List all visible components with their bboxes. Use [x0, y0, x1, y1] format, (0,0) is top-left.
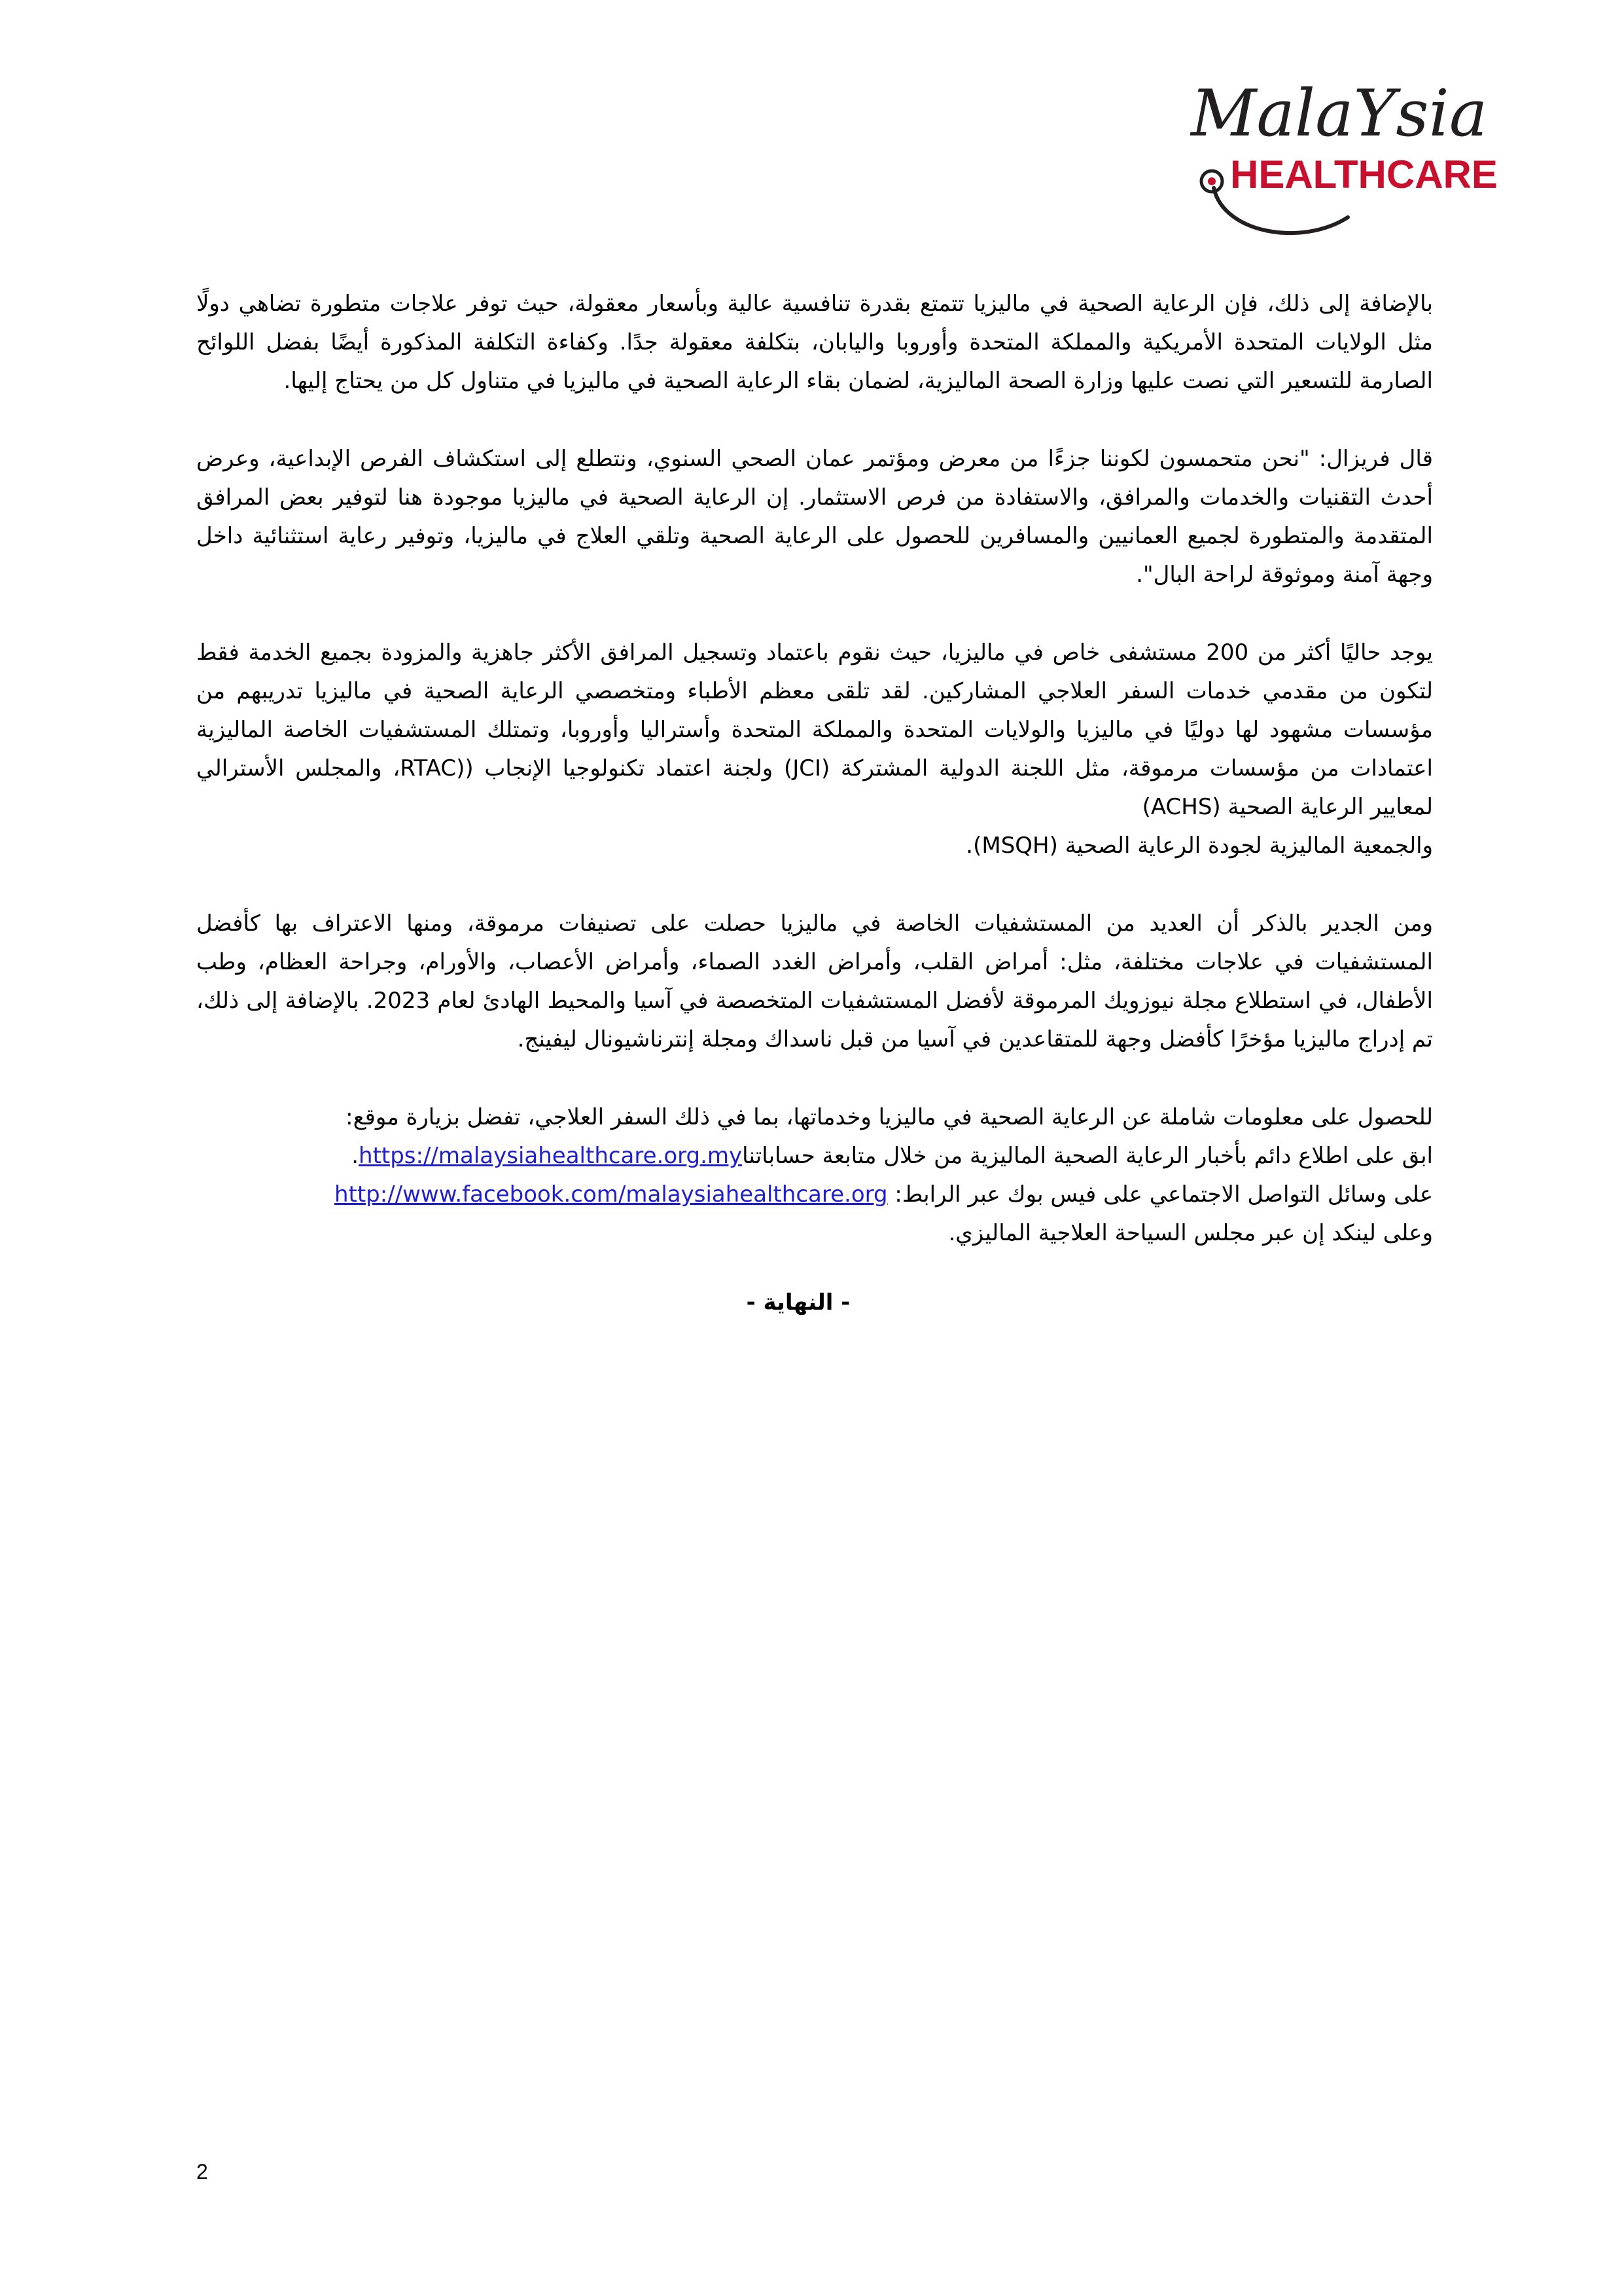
logo-wordmark-script: MalaYsia: [1191, 77, 1488, 151]
paragraph-rankings: ومن الجدير بالذكر أن العديد من المستشفيات الخاصة في ماليزيا حصلت على تصنيفات مرموقة، ومنها الاعتراف بها كأفضل المستشفيات في علاجات مختلفة، مثل: أمراض القلب، وأمراض الغدد الصماء، وأمراض الأعصاب، والأورام، وجراحة العظام، وطب الأطفال، في استطلاع مجلة نيوزويك المرموقة لأفضل المستشفيات المتخصصة في آسيا والمحيط الهادئ لعام 2023. بالإضافة إلى ذلك، تم إدراج ماليزيا مؤخرًا كأفضل وجهة للمتقاعدين في آسيا من قبل ناسداك ومجلة إنترناشيونال ليفينج.: [196, 910, 1433, 1052]
follow-text: ابق على اطلاع دائم بأخبار الرعاية الصحية الماليزية من خلال متابعة حساباتنا: [742, 1143, 1433, 1169]
website-link[interactable]: https://malaysiahealthcare.org.my: [359, 1143, 743, 1169]
facebook-intro-text: على وسائل التواصل الاجتماعي على فيس بوك عبر الرابط:: [894, 1181, 1433, 1208]
malaysia-healthcare-logo: [1152, 73, 1498, 243]
page-number: 2: [196, 2160, 208, 2183]
document-body: [196, 285, 1433, 1253]
paragraph-hospitals: يوجد حاليًا أكثر من 200 مستشفى خاص في ماليزيا، حيث نقوم باعتماد وتسجيل المرافق الأكثر جاهزية والمزودة بجميع الخدمة فقط لتكون من مقدمي خدمات السفر العلاجي المشاركين. لقد تلقى معظم الأطباء ومتخصصي الرعاية الصحية في ماليزيا تدريبهم من مؤسسات مشهود لها دوليًا في ماليزيا والولايات المتحدة والمملكة المتحدة وأستراليا وأوروبا، وتمتلك المستشفيات الخاصة الماليزية اعتمادات من مؤسسات مرموقة، مثل اللجنة الدولية المشتركة (JCI) ولجنة اعتماد تكنولوجيا الإنجاب ((RTAC، والمجلس الأسترالي لمعايير الرعاية الصحية (ACHS): [196, 639, 1433, 820]
logo-wordmark-healthcare: HEALTHCARE: [1230, 152, 1498, 196]
facebook-link[interactable]: http://www.facebook.com/malaysiahealthcare.org: [334, 1181, 888, 1208]
contact-line-facebook: [196, 1175, 1433, 1214]
contact-line-follow: [196, 1137, 1433, 1175]
end-marker: - النهاية -: [746, 1289, 851, 1316]
contact-line-linkedin: وعلى لينكد إن عبر مجلس السياحة العلاجية الماليزي.: [948, 1220, 1433, 1246]
paragraph-msqh: والجمعية الماليزية لجودة الرعاية الصحية (MSQH).: [966, 833, 1433, 859]
contact-line-website-intro: للحصول على معلومات شاملة عن الرعاية الصحية في ماليزيا وخدماتها، بما في ذلك السفر العلاجي، تفضل بزيارة موقع:: [345, 1104, 1433, 1130]
follow-dot: .: [351, 1143, 359, 1169]
contact-block: [196, 1098, 1433, 1253]
paragraph-affordability: بالإضافة إلى ذلك، فإن الرعاية الصحية في ماليزيا تتمتع بقدرة تنافسية عالية وبأسعار معقولة، حيث توفر علاجات متطورة تضاهي دولًا مثل الولايات المتحدة الأمريكية والمملكة المتحدة وأوروبا واليابان، بتكلفة معقولة جدًا. وكفاءة التكلفة المذكورة أيضًا بفضل اللوائح الصارمة للتسعير التي نصت عليها وزارة الصحة الماليزية، لضمان بقاء الرعاية الصحية في ماليزيا في متناول كل من يحتاج إليها.: [196, 291, 1433, 394]
paragraph-quote: قال فريزال: "نحن متحمسون لكوننا جزءًا من معرض ومؤتمر عمان الصحي السنوي، ونتطلع إلى استكشاف الفرص الإبداعية، وعرض أحدث التقنيات والخدمات والمرافق، والاستفادة من فرص الاستثمار. إن الرعاية الصحية في ماليزيا موجودة هنا لتوفير بعض المرافق المتقدمة والمتطورة لجميع العمانيين والمسافرين للحصول على الرعاية الصحية وتلقي العلاج في ماليزيا، وتوفير رعاية استثنائية داخل وجهة آمنة وموثوقة لراحة البال".: [196, 446, 1433, 588]
